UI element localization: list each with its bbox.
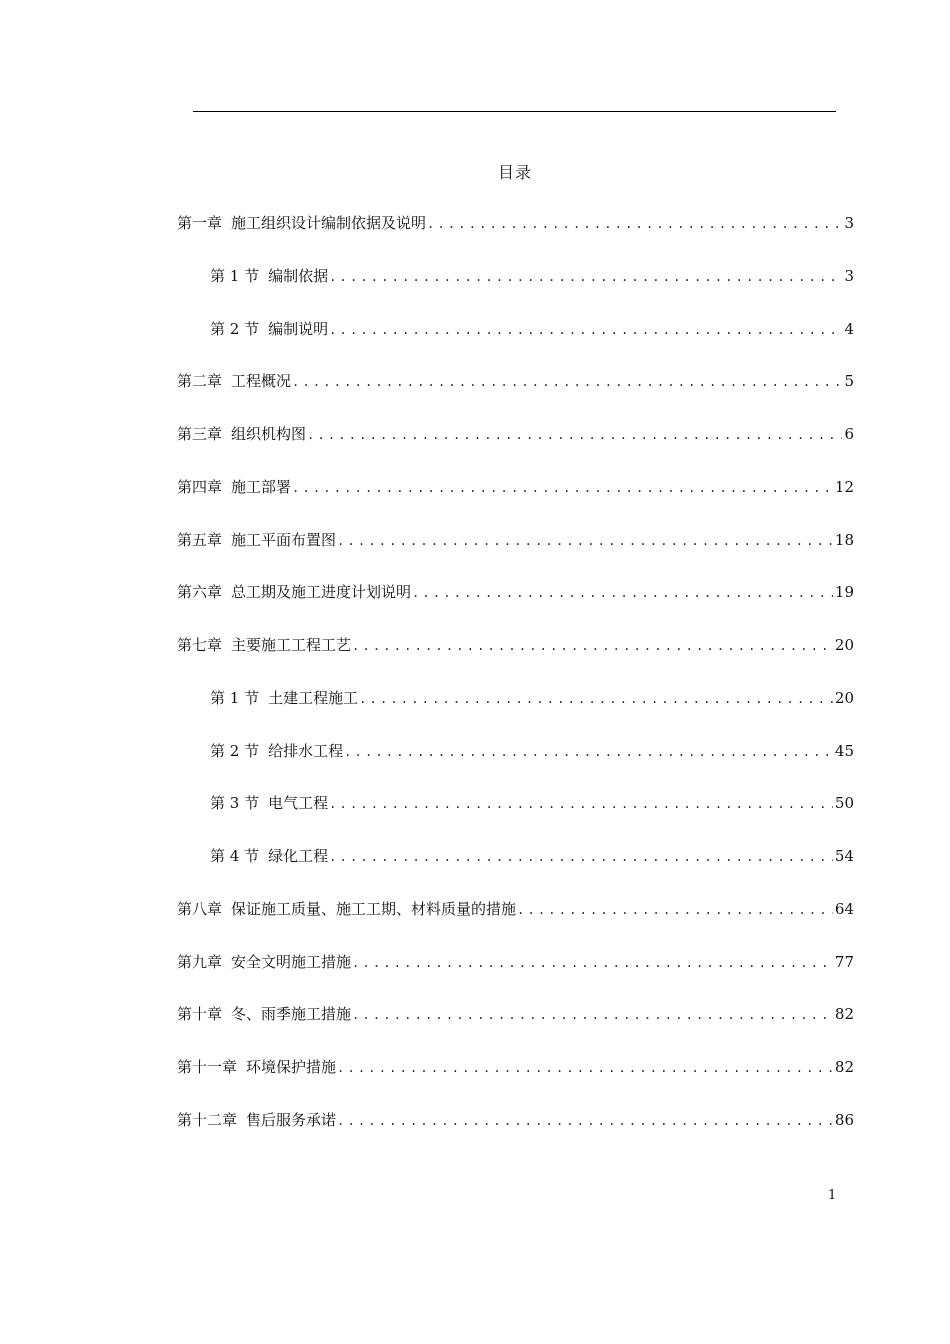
- toc-dot-leader: [359, 688, 833, 709]
- toc-entry-title: 冬、雨季施工措施: [231, 1005, 352, 1023]
- toc-dot-leader: [329, 319, 842, 340]
- toc-entry-title: 施工平面布置图: [231, 531, 337, 549]
- toc-entry-title: 编制说明: [268, 320, 329, 338]
- toc-entry-page: 12: [834, 478, 854, 496]
- toc-entry-title: 总工期及施工进度计划说明: [231, 583, 412, 601]
- page-number: 1: [828, 1188, 837, 1203]
- toc-entry[interactable]: [177, 898, 854, 920]
- toc-entry[interactable]: [177, 1056, 854, 1078]
- toc-entry[interactable]: [177, 634, 854, 656]
- toc-entry-number: 第 2 节: [210, 742, 260, 760]
- toc-entry-number: 第二章: [177, 372, 223, 390]
- toc-dot-leader: [329, 266, 842, 287]
- toc-title: 目录: [497, 163, 532, 182]
- toc-entry[interactable]: [210, 687, 854, 709]
- toc-entry-number: 第八章: [177, 900, 223, 918]
- toc-entry-title: 编制依据: [268, 267, 329, 285]
- toc-entry-number: 第 1 节: [210, 689, 260, 707]
- toc-entry[interactable]: [177, 370, 854, 392]
- toc-entry-page: 6: [844, 425, 854, 443]
- toc-entry-page: 3: [844, 214, 854, 232]
- toc-entry-number: 第四章: [177, 478, 223, 496]
- toc-entry[interactable]: [177, 212, 854, 234]
- toc-entry-page: 20: [834, 636, 854, 654]
- toc-entry-title: 主要施工工程工艺: [231, 636, 352, 654]
- toc-entry-page: 82: [834, 1058, 854, 1076]
- toc-entry[interactable]: [177, 951, 854, 973]
- toc-entry-title: 售后服务承诺: [246, 1111, 337, 1129]
- toc-entry[interactable]: [177, 1109, 854, 1131]
- toc-entry[interactable]: [177, 423, 854, 445]
- toc-entry-title: 组织机构图: [231, 425, 307, 443]
- toc-entry-number: 第十章: [177, 1005, 223, 1023]
- toc-entry-number: 第 4 节: [210, 847, 260, 865]
- toc-dot-leader: [329, 793, 833, 814]
- toc-entry-page: 18: [834, 531, 854, 549]
- toc-entry[interactable]: [210, 792, 854, 814]
- toc-entry[interactable]: [210, 318, 854, 340]
- toc-entry-number: 第七章: [177, 636, 223, 654]
- toc-entry-number: 第六章: [177, 583, 223, 601]
- toc-dot-leader: [352, 635, 833, 656]
- toc-entry-page: 20: [834, 689, 854, 707]
- toc-dot-leader: [292, 371, 842, 392]
- toc-entry-page: 45: [834, 742, 854, 760]
- toc-entry-number: 第三章: [177, 425, 223, 443]
- toc-entry-page: 82: [834, 1005, 854, 1023]
- toc-entry[interactable]: [210, 265, 854, 287]
- toc-entry-page: 64: [834, 900, 854, 918]
- toc-dot-leader: [427, 213, 842, 234]
- toc-entry[interactable]: [177, 476, 854, 498]
- toc-entry-number: 第十一章: [177, 1058, 238, 1076]
- toc-entry[interactable]: [210, 845, 854, 867]
- toc-entry-number: 第五章: [177, 531, 223, 549]
- toc-dot-leader: [517, 899, 833, 920]
- toc-dot-leader: [412, 582, 833, 603]
- toc-entry-page: 54: [834, 847, 854, 865]
- toc-entry-page: 5: [844, 372, 854, 390]
- toc-entry-page: 3: [844, 267, 854, 285]
- toc-entry-title: 土建工程施工: [268, 689, 359, 707]
- toc-entry-page: 50: [834, 794, 854, 812]
- toc-entry-number: 第一章: [177, 214, 223, 232]
- toc-entry-title: 保证施工质量、施工工期、材料质量的措施: [231, 900, 517, 918]
- toc-entry-number: 第九章: [177, 953, 223, 971]
- toc-dot-leader: [307, 424, 842, 445]
- toc-entry-title: 施工组织设计编制依据及说明: [231, 214, 427, 232]
- toc-entry[interactable]: [177, 529, 854, 551]
- toc-entry-page: 19: [834, 583, 854, 601]
- toc-dot-leader: [292, 477, 833, 498]
- toc-entry-page: 86: [834, 1111, 854, 1129]
- toc-entry-title: 给排水工程: [268, 742, 344, 760]
- toc-entry-number: 第 3 节: [210, 794, 260, 812]
- toc-dot-leader: [329, 846, 833, 867]
- toc-dot-leader: [352, 1004, 833, 1025]
- toc-dot-leader: [337, 1110, 833, 1131]
- toc-entry-page: 77: [834, 953, 854, 971]
- toc-entry-number: 第 1 节: [210, 267, 260, 285]
- toc-entry[interactable]: [177, 1003, 854, 1025]
- toc-entry-title: 环境保护措施: [246, 1058, 337, 1076]
- toc-entry-title: 绿化工程: [268, 847, 329, 865]
- toc-entry-number: 第 2 节: [210, 320, 260, 338]
- toc-dot-leader: [352, 952, 833, 973]
- toc-dot-leader: [337, 530, 833, 551]
- toc-entry[interactable]: [210, 740, 854, 762]
- toc-entry[interactable]: [177, 581, 854, 603]
- toc-entry-title: 工程概况: [231, 372, 292, 390]
- toc-entry-title: 施工部署: [231, 478, 292, 496]
- toc-entry-number: 第十二章: [177, 1111, 238, 1129]
- toc-dot-leader: [337, 1057, 833, 1078]
- toc-entry-page: 4: [844, 320, 854, 338]
- toc-entry-title: 安全文明施工措施: [231, 953, 352, 971]
- toc-entry-title: 电气工程: [268, 794, 329, 812]
- toc-dot-leader: [344, 741, 833, 762]
